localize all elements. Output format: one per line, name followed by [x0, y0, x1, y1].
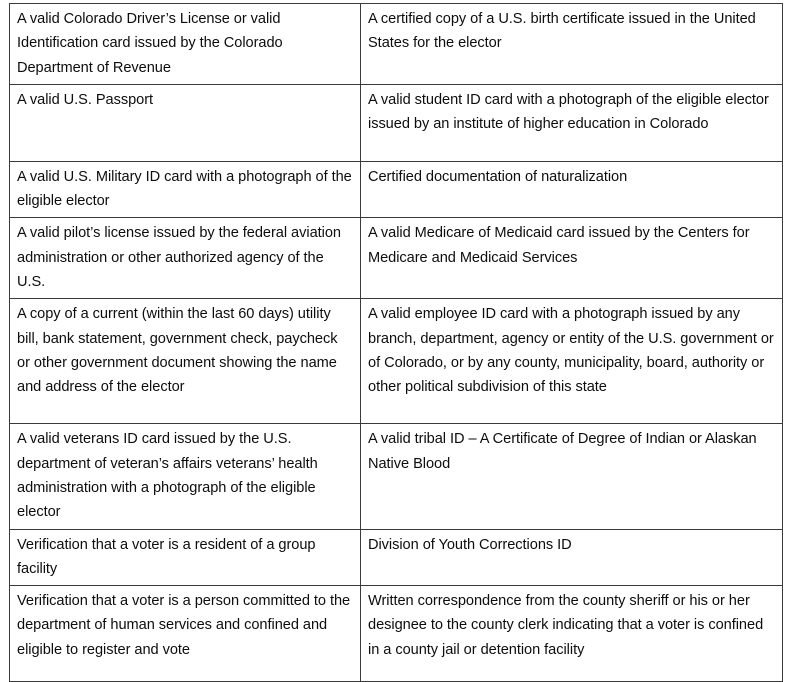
cell-text: A valid pilot’s license issued by the federal aviation administration or other authorized agency of the U.S. [17, 225, 341, 291]
identification-table-body [10, 4, 783, 682]
table-cell-left [10, 4, 361, 85]
table-cell-left [10, 161, 361, 218]
cell-text: Verification that a voter is a resident of a group facility [17, 536, 316, 577]
cell-text: A certified copy of a U.S. birth certificate issued in the United States for the elector [368, 11, 756, 52]
table-row [10, 4, 783, 85]
cell-text: A valid veterans ID card issued by the U.S. department of veteran’s affairs veterans’ health administration with a photograph of the eligible elector [17, 431, 318, 521]
cell-text: Verification that a voter is a person committed to the department of human services and confined and eligible to register and vote [17, 593, 351, 658]
cell-text: A valid U.S. Military ID card with a photograph of the eligible elector [17, 168, 352, 210]
cell-text: Certified documentation of naturalization [368, 168, 628, 185]
identification-table [9, 3, 783, 682]
table-cell-right [361, 218, 783, 299]
table-cell-left [10, 299, 361, 424]
table-cell-right [361, 424, 783, 529]
cell-text: A valid tribal ID – A Certificate of Degree of Indian or Alaskan Native Blood [368, 431, 757, 472]
table-cell-right [361, 529, 783, 586]
table-row [10, 84, 783, 161]
table-row [10, 586, 783, 682]
table-row [10, 299, 783, 424]
cell-text: A valid Colorado Driver’s License or valid Identification card issued by the Colorado Department of Revenue [17, 11, 283, 76]
cell-text: A copy of a current (within the last 60 days) utility bill, bank statement, government check, paycheck or other government document showing the name and address of the elector [17, 306, 338, 396]
cell-text: Division of Youth Corrections ID [368, 536, 572, 553]
table-cell-left [10, 218, 361, 299]
table-row [10, 161, 783, 218]
table-cell-right [361, 299, 783, 424]
cell-text: A valid student ID card with a photograph of the eligible elector issued by an institute of higher education in Colorado [368, 91, 769, 133]
table-row [10, 529, 783, 586]
cell-text: A valid employee ID card with a photograph issued by any branch, department, agency or entity of the U.S. government or of Colorado, or by any county, municipality, board, authority or other political subdivision of this state [368, 306, 774, 396]
table-cell-right [361, 4, 783, 85]
cell-text: Written correspondence from the county sheriff or his or her designee to the county clerk indicating that a voter is confined in a county jail or detention facility [368, 593, 764, 658]
table-row [10, 424, 783, 529]
table-cell-left [10, 529, 361, 586]
table-cell-left [10, 84, 361, 161]
table-cell-right [361, 586, 783, 682]
cell-text: A valid U.S. Passport [17, 91, 154, 108]
table-row [10, 218, 783, 299]
table-cell-right [361, 84, 783, 161]
table-cell-left [10, 424, 361, 529]
table-cell-left [10, 586, 361, 682]
cell-text: A valid Medicare of Medicaid card issued by the Centers for Medicare and Medicaid Services [368, 225, 750, 266]
table-cell-right [361, 161, 783, 218]
